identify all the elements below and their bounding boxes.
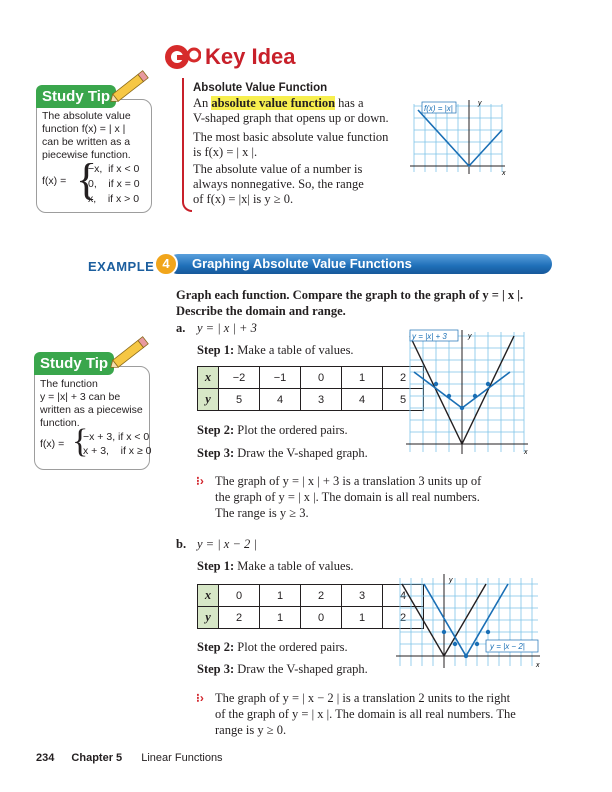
key-idea-graph-label: f(x) = |x| bbox=[424, 104, 453, 113]
part-a-graph-label: y = |x| + 3 bbox=[412, 332, 447, 341]
part-b-equation: y = | x − 2 | bbox=[197, 537, 257, 551]
part-a-step1 bbox=[197, 343, 354, 358]
table-header-y: y bbox=[198, 389, 219, 411]
part-a-conc-1: The graph of y = | x | + 3 is a translation 3 units up of bbox=[215, 474, 482, 488]
conclusion-arrow-icon: ⁝› bbox=[196, 474, 204, 488]
abs-graph-line bbox=[418, 110, 502, 166]
data-point bbox=[486, 630, 490, 634]
part-b-step1-text: Make a table of values. bbox=[237, 559, 354, 573]
pencil-icon bbox=[106, 336, 154, 370]
table-row bbox=[198, 367, 424, 389]
table-cell: 5 bbox=[219, 389, 260, 411]
tip1-case1: −x, if x < 0 bbox=[88, 163, 140, 175]
part-a-letter: a. bbox=[176, 321, 186, 335]
key-idea-grid bbox=[414, 104, 502, 172]
y-axis-label: y bbox=[478, 100, 482, 107]
table-cell: −1 bbox=[260, 367, 301, 389]
study-tip-2-text bbox=[40, 378, 146, 430]
part-a-step2-text: Plot the ordered pairs. bbox=[237, 423, 348, 437]
tip1-line2: function f(x) = | x | bbox=[42, 123, 126, 135]
part-a-step3-text: Draw the V-shaped graph. bbox=[237, 446, 368, 460]
part-a-step2-label: Step 2: bbox=[197, 423, 235, 437]
table-header-y: y bbox=[198, 607, 219, 629]
tip1-line3: can be written as a bbox=[42, 136, 131, 148]
part-b-letter: b. bbox=[176, 537, 187, 551]
part-a-equation: y = | x | + 3 bbox=[197, 321, 257, 335]
part-a-table bbox=[197, 366, 424, 411]
table-header-x: x bbox=[198, 367, 219, 389]
key-idea-graph bbox=[408, 96, 508, 178]
example-title: Graphing Absolute Value Functions bbox=[192, 256, 412, 271]
y-axis-label: y bbox=[468, 333, 472, 340]
table-cell: 2 bbox=[301, 585, 342, 607]
tip2-case1: −x + 3, if x < 0 bbox=[83, 431, 150, 443]
table-cell: 3 bbox=[342, 585, 383, 607]
table-cell: 2 bbox=[383, 607, 424, 629]
table-row bbox=[198, 585, 424, 607]
part-b-step3-text: Draw the V-shaped graph. bbox=[237, 662, 368, 676]
study-tip-1-cases bbox=[88, 162, 150, 207]
key-idea-p1-a: An bbox=[193, 96, 212, 110]
tip1-line1: The absolute value bbox=[42, 110, 131, 122]
data-point bbox=[447, 394, 451, 398]
study-tip-1-fx: f(x) = bbox=[42, 175, 67, 187]
table-cell: 1 bbox=[342, 367, 383, 389]
data-point bbox=[442, 630, 446, 634]
part-b-step1 bbox=[197, 559, 354, 574]
data-point bbox=[434, 382, 438, 386]
part-b-step2-label: Step 2: bbox=[197, 640, 235, 654]
tip1-line4: piecewise function. bbox=[42, 149, 131, 161]
y-axis-label: y bbox=[449, 577, 453, 584]
x-axis-label: x bbox=[502, 170, 506, 177]
go-logo bbox=[163, 42, 201, 77]
part-b-conc-1: The graph of y = | x − 2 | is a translation 2 units to the right bbox=[215, 691, 511, 705]
tip1-case3: x, if x > 0 bbox=[88, 193, 140, 205]
table-cell: −2 bbox=[219, 367, 260, 389]
part-b-conc-2: of the graph of y = | x |. The domain is all real numbers. The bbox=[215, 707, 516, 721]
part-a-step3-label: Step 3: bbox=[197, 446, 235, 460]
study-tip-1-heading: Study Tip bbox=[36, 85, 116, 108]
study-tip-2-cases bbox=[83, 430, 152, 458]
part-b-step2 bbox=[197, 640, 348, 655]
key-idea-p2-a: The most basic absolute value function bbox=[193, 130, 389, 144]
tip2-line3: written as a piecewise bbox=[40, 404, 143, 416]
chapter-title: Linear Functions bbox=[141, 752, 223, 764]
go-logo-icon bbox=[163, 42, 201, 72]
tip2-line4: function. bbox=[40, 417, 80, 429]
part-a-conclusion bbox=[215, 473, 555, 521]
study-tip-2-heading: Study Tip bbox=[34, 352, 114, 375]
tip2-case2: x + 3, if x ≥ 0 bbox=[83, 445, 152, 457]
part-b-conclusion bbox=[215, 690, 560, 738]
part-a-step1-label: Step 1: bbox=[197, 343, 235, 357]
page-footer bbox=[36, 752, 223, 764]
part-a-step3 bbox=[197, 446, 368, 461]
key-idea-paragraph-2 bbox=[193, 130, 403, 160]
key-idea-p3-b: always nonnegative. So, the range bbox=[193, 177, 364, 191]
data-point bbox=[464, 654, 468, 658]
table-row bbox=[198, 389, 424, 411]
table-cell: 2 bbox=[219, 607, 260, 629]
example-instr-2: Describe the domain and range. bbox=[176, 304, 346, 318]
part-a-step1-text: Make a table of values. bbox=[237, 343, 354, 357]
table-cell: 4 bbox=[383, 585, 424, 607]
tip1-case2: 0, if x = 0 bbox=[88, 178, 140, 190]
key-idea-term: absolute value function bbox=[211, 96, 336, 110]
pencil-icon bbox=[106, 70, 154, 104]
page-number: 234 bbox=[36, 752, 55, 764]
study-tip-2-fx: f(x) = bbox=[40, 438, 65, 450]
table-cell: 1 bbox=[260, 607, 301, 629]
study-tip-1-brace: { bbox=[76, 155, 98, 204]
tip2-line1: The function bbox=[40, 378, 98, 390]
example-label: EXAMPLE bbox=[88, 259, 155, 274]
key-idea-subtitle: Absolute Value Function bbox=[193, 82, 328, 94]
part-b-graph-label: y = |x − 2| bbox=[490, 642, 525, 651]
data-point bbox=[475, 642, 479, 646]
table-cell: 4 bbox=[260, 389, 301, 411]
table-cell: 0 bbox=[301, 607, 342, 629]
table-header-x: x bbox=[198, 585, 219, 607]
data-point bbox=[486, 382, 490, 386]
table-cell: 2 bbox=[383, 367, 424, 389]
key-idea-paragraph-3 bbox=[193, 162, 403, 207]
table-cell: 1 bbox=[260, 585, 301, 607]
study-tip-2-brace: { bbox=[72, 423, 89, 460]
example-instr-1: Graph each function. Compare the graph to the graph of y = | x |. bbox=[176, 288, 524, 302]
key-idea-p1-c: V-shaped graph that opens up or down. bbox=[193, 111, 389, 125]
table-cell: 0 bbox=[301, 367, 342, 389]
x-axis-label: x bbox=[524, 449, 528, 456]
data-point bbox=[453, 642, 457, 646]
key-idea-title: Key Idea bbox=[205, 44, 296, 69]
key-idea-p3-a: The absolute value of a number is bbox=[193, 162, 363, 176]
tip2-line2: y = |x| + 3 can be bbox=[40, 391, 121, 403]
table-cell: 0 bbox=[219, 585, 260, 607]
part-b-step3-label: Step 3: bbox=[197, 662, 235, 676]
part-a-conc-2: the graph of y = | x |. The domain is all real numbers. bbox=[215, 490, 480, 504]
table-cell: 3 bbox=[301, 389, 342, 411]
part-b-grid bbox=[400, 578, 538, 666]
key-idea-frame bbox=[182, 78, 192, 212]
data-point bbox=[473, 394, 477, 398]
example-number: 4 bbox=[154, 252, 178, 276]
part-b-graph bbox=[394, 572, 544, 672]
part-b-conc-3: range is y ≥ 0. bbox=[215, 723, 287, 737]
chapter-label: Chapter 5 bbox=[71, 752, 123, 764]
key-idea-p3-c: of f(x) = |x| is y ≥ 0. bbox=[193, 192, 294, 206]
key-idea-p1-b: has a bbox=[335, 96, 364, 110]
part-b-step2-text: Plot the ordered pairs. bbox=[237, 640, 348, 654]
part-a-graph bbox=[404, 328, 530, 458]
table-cell: 1 bbox=[342, 607, 383, 629]
part-b-table bbox=[197, 584, 424, 629]
table-cell: 5 bbox=[383, 389, 424, 411]
x-axis-label: x bbox=[536, 662, 540, 669]
table-cell: 4 bbox=[342, 389, 383, 411]
part-b-step1-label: Step 1: bbox=[197, 559, 235, 573]
conclusion-arrow-icon: ⁝› bbox=[196, 691, 204, 705]
part-a-step2 bbox=[197, 423, 348, 438]
table-row bbox=[198, 607, 424, 629]
part-a-conc-3: The range is y ≥ 3. bbox=[215, 506, 309, 520]
example-instructions bbox=[176, 287, 556, 319]
data-point bbox=[460, 406, 464, 410]
key-idea-paragraph-1 bbox=[193, 96, 403, 126]
part-b-step3 bbox=[197, 662, 368, 677]
key-idea-p2-b: is f(x) = | x |. bbox=[193, 145, 258, 159]
